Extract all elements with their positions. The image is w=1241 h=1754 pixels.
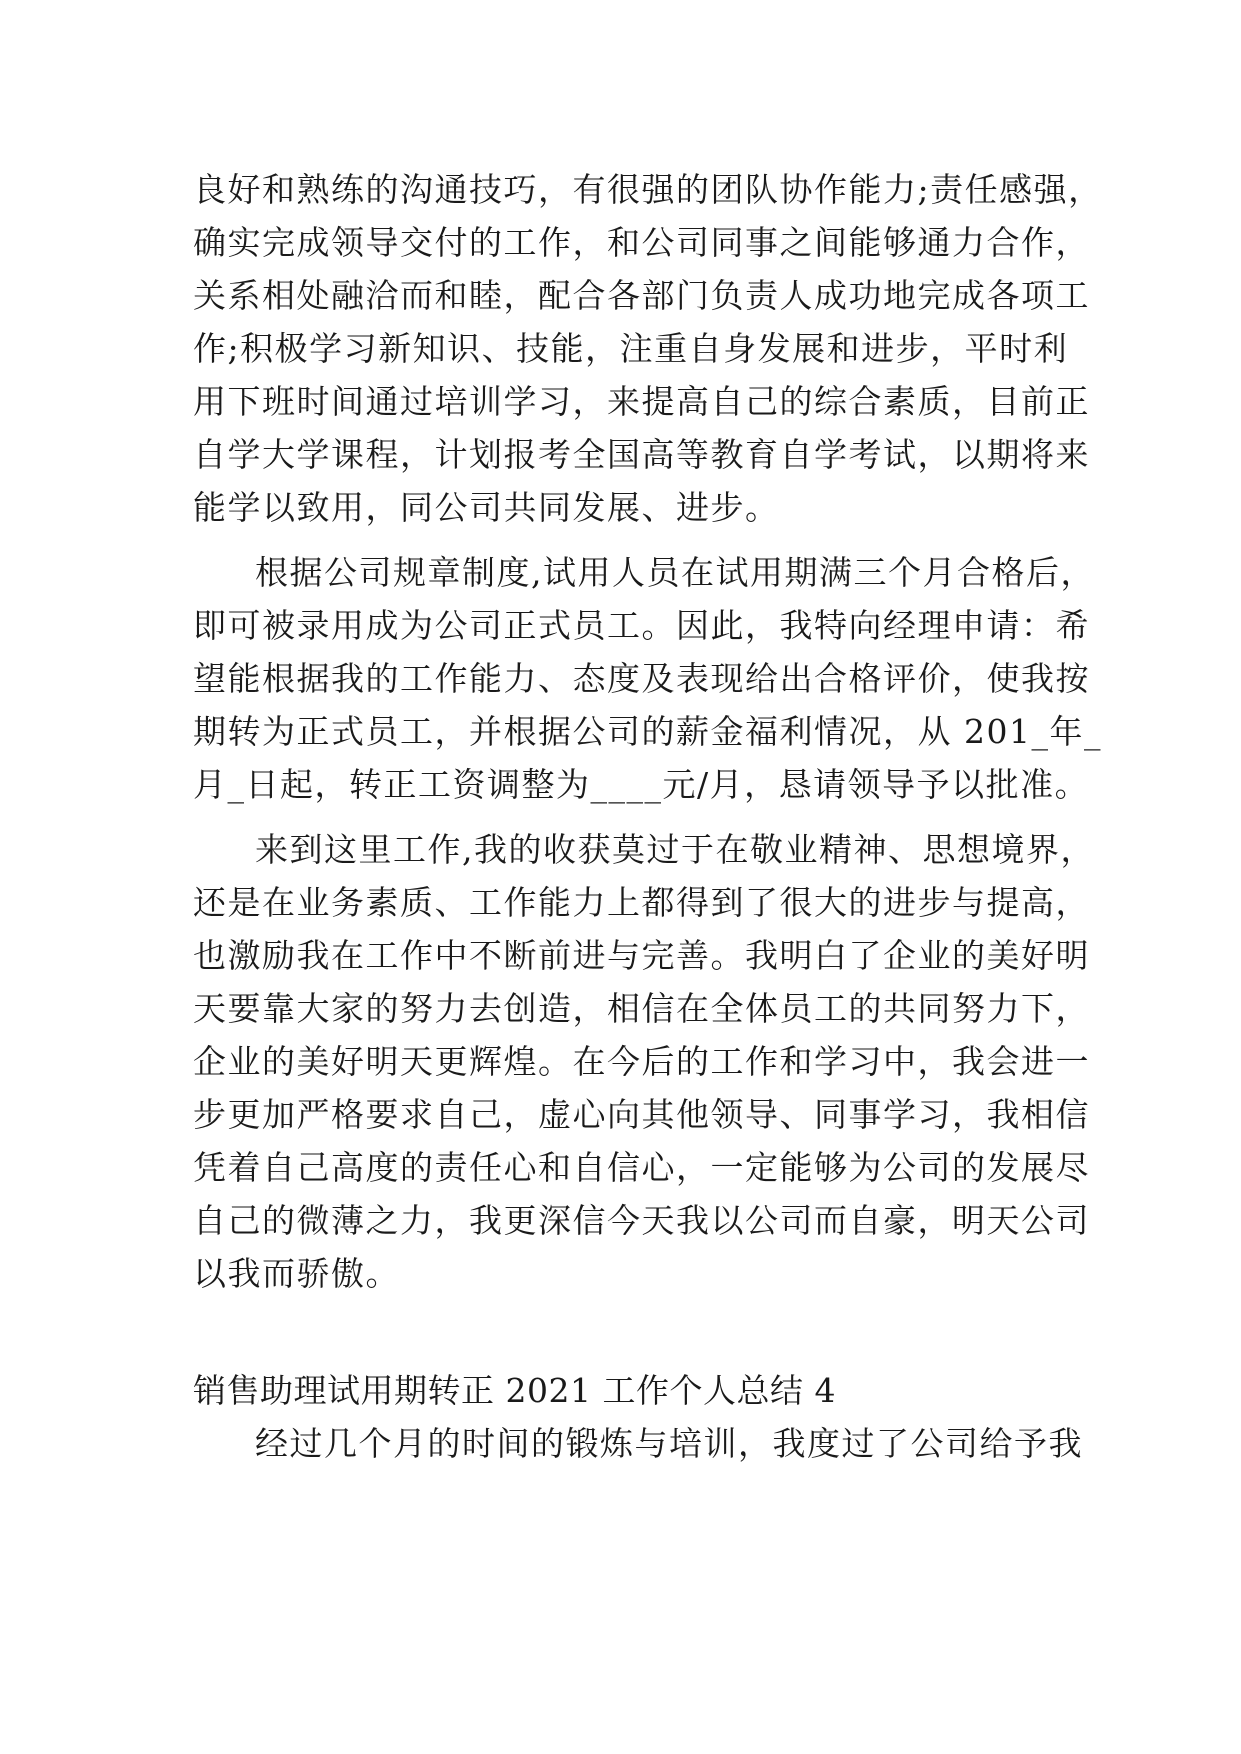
paragraph-teamwork [193,163,1103,534]
text-line: 也激励我在工作中不断前进与完善。我明白了企业的美好明 [193,936,1090,975]
text-line-first: 根据公司规章制度,试用人员在试用期满三个月合格后， [255,553,1095,592]
text-line: 自学大学课程，计划报考全国高等教育自学考试，以期将来 [193,435,1090,474]
paragraph-final [193,1417,1083,1470]
text-line: 用下班时间通过培训学习，来提高自己的综合素质，目前正 [193,382,1090,421]
text-line: 还是在业务素质、工作能力上都得到了很大的进步与提高， [193,883,1090,922]
text-line: 天要靠大家的努力去创造，相信在全体员工的共同努力下， [193,989,1090,1028]
text-line: 期转为正式员工，并根据公司的薪金福利情况，从 201_年_ [193,712,1102,751]
paragraph-application [193,546,1102,811]
text-line: 以我而骄傲。 [193,1254,400,1293]
document-body [193,163,1103,1470]
text-line-first: 来到这里工作,我的收获莫过于在敬业精神、思想境界， [255,830,1095,869]
text-line: 作;积极学习新知识、技能，注重自身发展和进步，平时利 [193,329,1069,368]
text-line-first: 经过几个月的时间的锻炼与培训，我度过了公司给予我 [255,1424,1083,1463]
text-line: 即可被录用成为公司正式员工。因此，我特向经理申请：希 [193,606,1090,645]
text-line: 望能根据我的工作能力、态度及表现给出合格评价，使我按 [193,659,1090,698]
text-line: 月_日起，转正工资调整为____元/月，恳请领导予以批准。 [193,765,1090,804]
text-line: 关系相处融洽而和睦，配合各部门负责人成功地完成各项工 [193,276,1090,315]
text-line: 企业的美好明天更辉煌。在今后的工作和学习中，我会进一 [193,1042,1090,1081]
text-line: 自己的微薄之力，我更深信今天我以公司而自豪，明天公司 [193,1201,1090,1240]
text-line: 确实完成领导交付的工作，和公司同事之间能够通力合作， [193,223,1090,262]
paragraph-gap [193,534,1063,546]
text-line: 步更加严格要求自己，虚心向其他领导、同事学习，我相信 [193,1095,1090,1134]
text-line: 凭着自己高度的责任心和自信心，一定能够为公司的发展尽 [193,1148,1090,1187]
section-gap [193,1300,1063,1364]
text-line: 能学以致用，同公司共同发展、进步。 [193,488,780,527]
section-heading: 销售助理试用期转正 2021 工作个人总结 4 [193,1371,836,1410]
paragraph-gains [193,823,1095,1300]
paragraph-gap [193,811,1063,823]
text-line: 良好和熟练的沟通技巧，有很强的团队协作能力;责任感强， [193,170,1103,209]
